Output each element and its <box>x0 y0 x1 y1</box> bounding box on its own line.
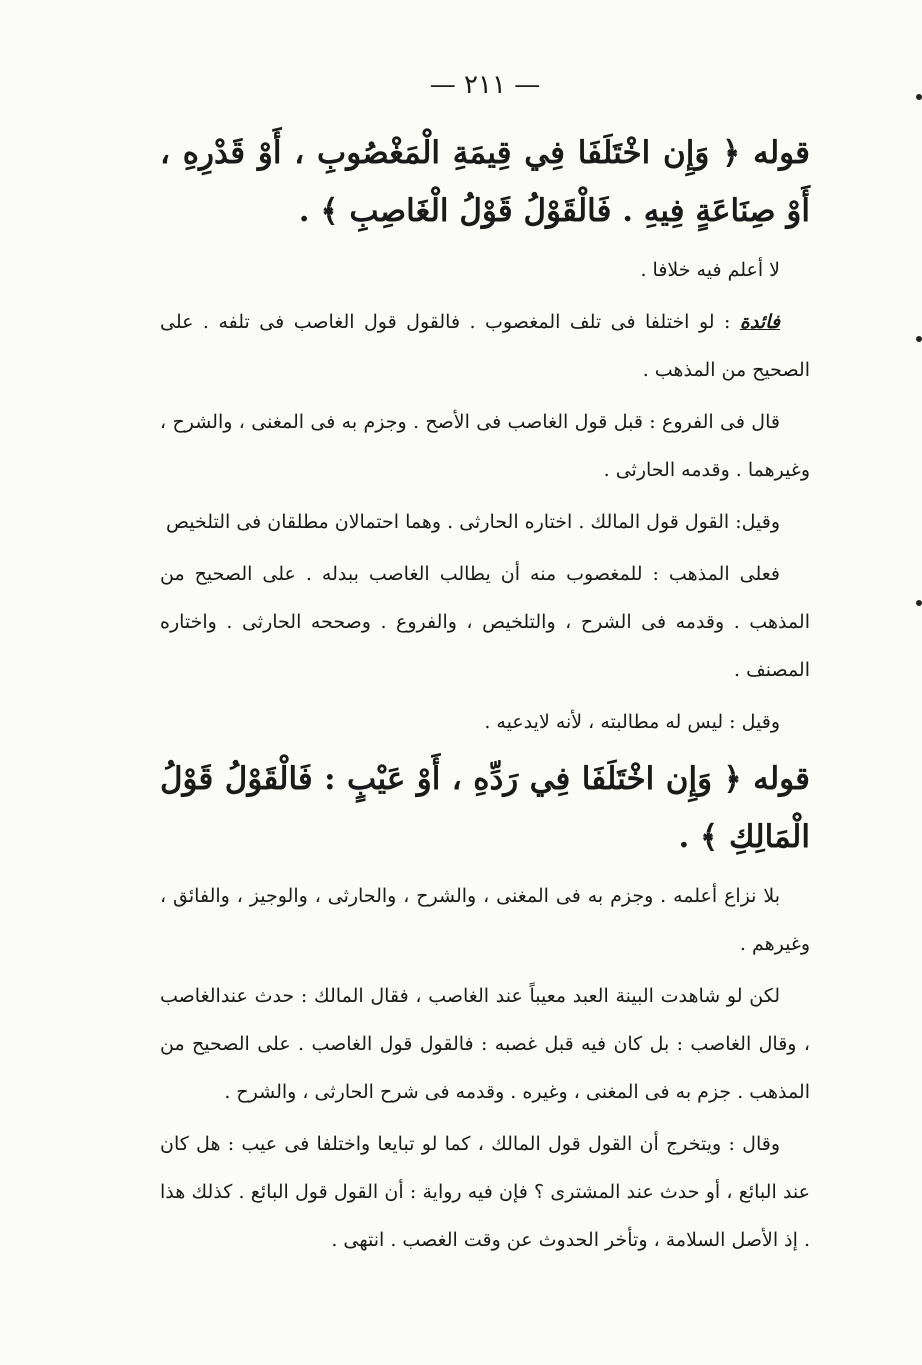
paragraph: وقيل: القول قول المالك . اختاره الحارثى . وهما احتمالان مطلقان فى التلخيص <box>165 511 780 533</box>
paragraph: لكن لو شاهدت البينة العبد معيباً عند الغاصب ، فقال المالك : حدث عندالغاصب ، وقال الغاصب : بل كان فيه قبل غصبه : فالقول قول الغاصب . على الصحيح من المذهب . جزم به فى المغنى ، وغيره . وقدمه فى شرح الحارثى ، والشرح . <box>160 985 810 1103</box>
note-paragraph <box>160 298 810 394</box>
paragraph: وقيل : ليس له مطالبته ، لأنه لايدعيه . <box>484 711 780 733</box>
paragraph: لا أعلم فيه خلافا . <box>640 259 780 281</box>
quoted-text: قوله ﴿ وَإِن اخْتَلَفَا فِي قِيمَةِ الْمَغْصُوبِ ، أَوْ قَدْرِهِ ، أَوْ صِنَاعَةٍ فِيهِ . فَالْقَوْلُ قَوْلُ الْغَاصِبِ ﴾ . <box>160 135 810 229</box>
paragraph: فعلى المذهب : للمغصوب منه أن يطالب الغاصب ببدله . على الصحيح من المذهب . وقدمه فى الشرح ، والتلخيص ، والفروع . وصححه الحارثى . واختاره المصنف . <box>160 563 810 681</box>
paragraph: بلا نزاع أعلمه . وجزم به فى المغنى ، والشرح ، والحارثى ، والوجيز ، والفائق ، وغيرهم . <box>160 885 810 955</box>
margin-mark <box>916 336 922 342</box>
margin-mark <box>916 94 922 100</box>
paragraph: قال فى الفروع : قبل قول الغاصب فى الأصح . وجزم به فى المغنى ، والشرح ، وغيرهما . وقدمه الحارثى . <box>160 411 810 481</box>
note-text: : لو اختلفا فى تلف المغصوب . فالقول قول الغاصب فى تلفه . على الصحيح من المذهب . <box>160 311 810 381</box>
margin-mark <box>916 600 922 606</box>
note-label: فائدة <box>739 311 780 333</box>
document-page <box>160 70 810 1268</box>
quoted-text: قوله ﴿ وَإِن اخْتَلَفَا فِي رَدِّهِ ، أَوْ عَيْبٍ : فَالْقَوْلُ قَوْلُ الْمَالِكِ ﴾ . <box>160 761 810 855</box>
paragraph: وقال : ويتخرج أن القول قول المالك ، كما لو تبايعا واختلفا فى عيب : هل كان عند البائع ، أو حدث عند المشترى ؟ فإن فيه رواية : أن القول قول البائع . كذلك هذا . إذ الأصل السلامة ، وتأخر الحدوث عن وقت الغصب . انتهى . <box>160 1133 810 1251</box>
page-number: — ٢١١ — <box>429 70 541 100</box>
